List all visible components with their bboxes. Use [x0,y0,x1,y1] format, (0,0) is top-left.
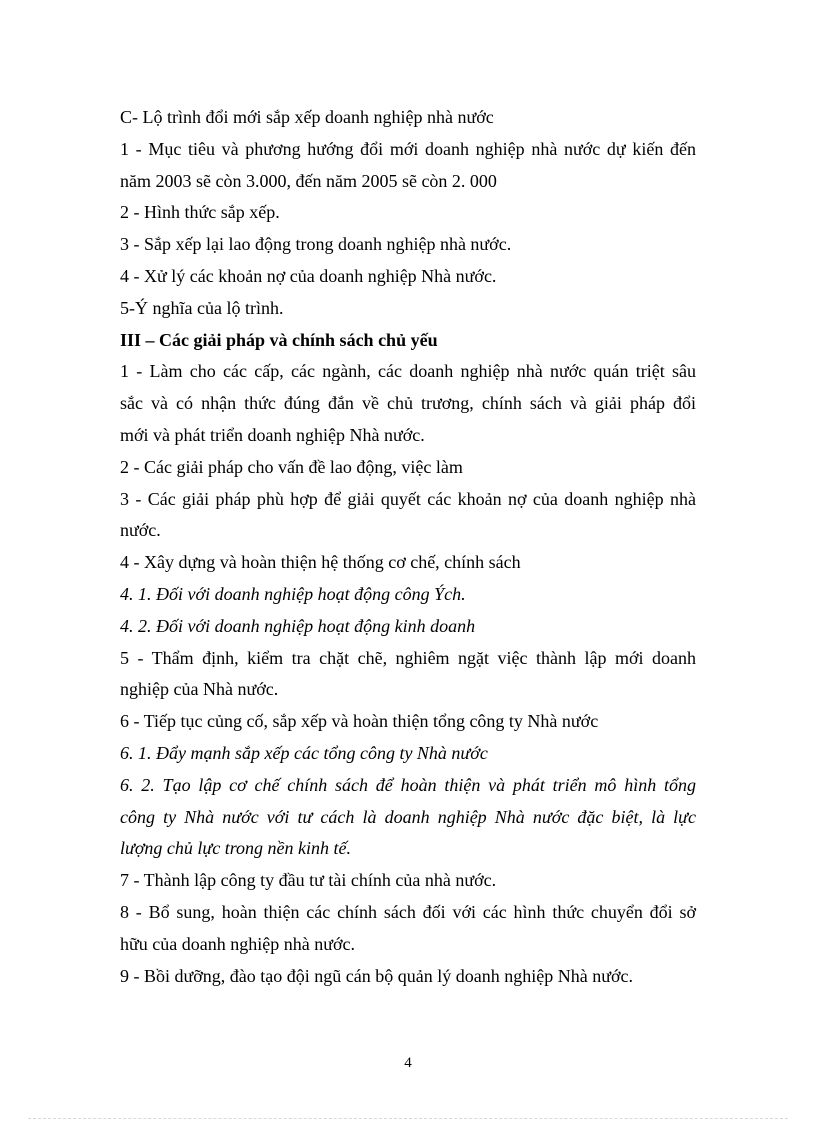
solution-1-line-1: 1 - Làm cho các cấp, các ngành, các doanh nghiệp nhà nước quán triệt sâu [120,361,696,382]
solution-3-line-2: nước. [120,520,161,541]
solution-4-1: 4. 1. Đối với doanh nghiệp hoạt động công Ých. [120,583,466,604]
roadmap-item-4: 4 - Xử lý các khoản nợ của doanh nghiệp Nhà nước. [120,265,497,286]
solution-3-line-1: 3 - Các giải pháp phù hợp để giải quyết các khoản nợ của doanh nghiệp nhà [120,488,696,509]
solution-5-line-2: nghiệp của Nhà nước. [120,679,279,700]
roadmap-item-5: 5-Ý nghĩa của lộ trình. [120,297,284,318]
page-bottom-divider [28,1118,788,1119]
solution-5-line-1: 5 - Thẩm định, kiểm tra chặt chẽ, nghiêm ngặt việc thành lập mới doanh [120,647,696,668]
solution-4: 4 - Xây dựng và hoàn thiện hệ thống cơ chế, chính sách [120,552,521,573]
heading-section-iii: III – Các giải pháp và chính sách chủ yếu [120,329,438,350]
solution-6-2-line-1: 6. 2. Tạo lập cơ chế chính sách để hoàn thiện và phát triển mô hình tổng [120,774,696,795]
solution-6-1: 6. 1. Đẩy mạnh sắp xếp các tổng công ty Nhà nước [120,742,488,763]
solution-1-line-3: mới và phát triển doanh nghiệp Nhà nước. [120,424,425,445]
solution-2: 2 - Các giải pháp cho vấn đề lao động, việc làm [120,456,463,477]
solution-6: 6 - Tiếp tục củng cố, sắp xếp và hoàn thiện tổng công ty Nhà nước [120,711,599,732]
page-body [120,102,696,992]
solution-1-line-2: sắc và có nhận thức đúng đắn về chủ trương, chính sách và giải pháp đổi [120,393,696,414]
solution-8-line-1: 8 - Bổ sung, hoàn thiện các chính sách đối với các hình thức chuyển đổi sở [120,901,696,922]
solution-7: 7 - Thành lập công ty đầu tư tài chính của nhà nước. [120,870,497,891]
roadmap-item-2: 2 - Hình thức sắp xếp. [120,202,280,223]
roadmap-item-1-line-2: năm 2003 sẽ còn 3.000, đến năm 2005 sẽ còn 2. 000 [120,170,497,191]
solution-9: 9 - Bồi dưỡng, đào tạo đội ngũ cán bộ quản lý doanh nghiệp Nhà nước. [120,965,633,986]
solution-4-2: 4. 2. Đối với doanh nghiệp hoạt động kinh doanh [120,615,476,636]
solution-6-2-line-2: công ty Nhà nước với tư cách là doanh nghiệp Nhà nước đặc biệt, là lực [120,806,696,827]
roadmap-item-3: 3 - Sắp xếp lại lao động trong doanh nghiệp nhà nước. [120,234,512,255]
solution-8-line-2: hữu của doanh nghiệp nhà nước. [120,933,355,954]
roadmap-item-1-line-1: 1 - Mục tiêu và phương hướng đổi mới doanh nghiệp nhà nước dự kiến đến [120,138,696,159]
heading-c-roadmap: C- Lộ trình đổi mới sắp xếp doanh nghiệp nhà nước [120,107,494,127]
page-number: 4 [404,1055,412,1071]
solution-6-2-line-3: lượng chủ lực trong nền kinh tế. [120,838,352,859]
